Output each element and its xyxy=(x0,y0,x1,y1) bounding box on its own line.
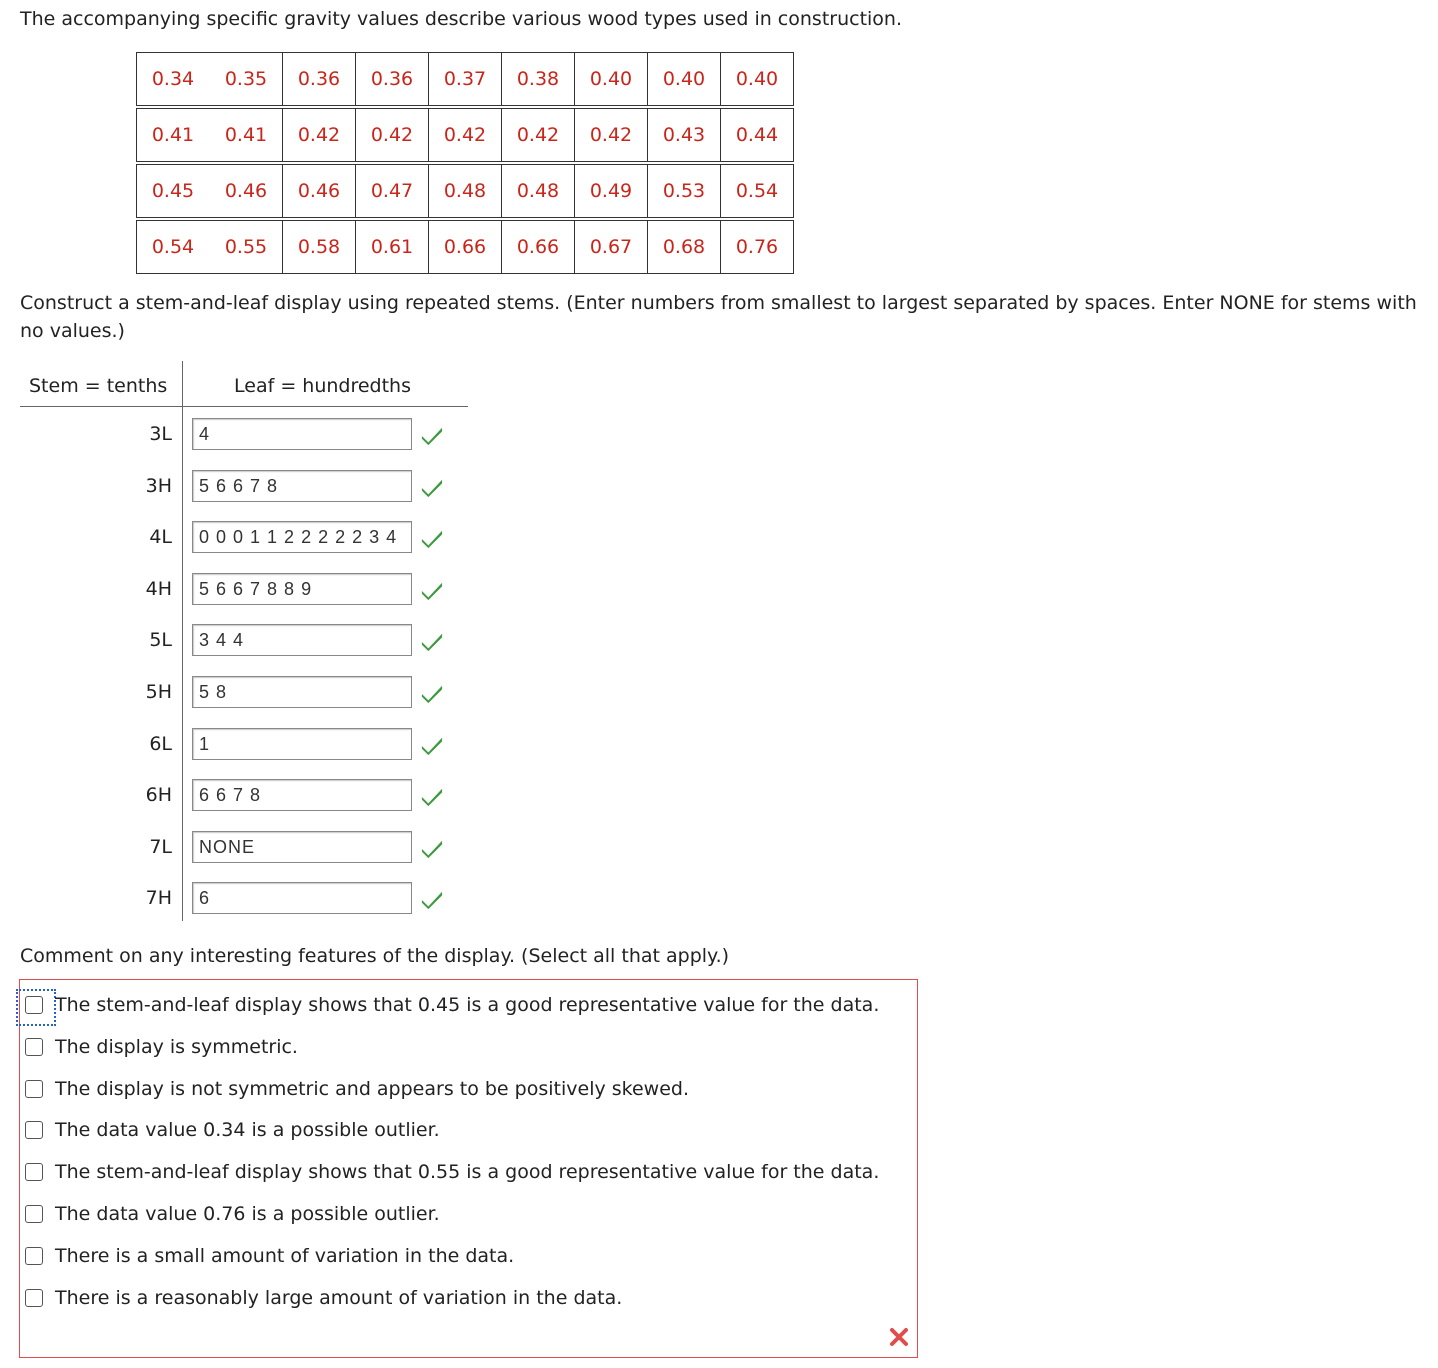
data-cell: 0.40 xyxy=(575,53,648,106)
option-item[interactable] xyxy=(25,1159,879,1185)
stem-label: 7H xyxy=(145,887,172,910)
option-item[interactable] xyxy=(25,1243,514,1269)
data-cell: 0.40 xyxy=(721,53,794,106)
stem-label: 5H xyxy=(145,681,172,703)
check-icon xyxy=(419,528,445,550)
stem-label: 3L xyxy=(149,423,172,445)
leaf-input[interactable]: 5 6 6 7 8 8 9 xyxy=(192,573,412,605)
data-cell: 0.42 xyxy=(283,109,356,162)
data-cell: 0.76 xyxy=(721,221,794,274)
data-cell: 0.67 xyxy=(575,221,648,274)
stem-label: 5L xyxy=(149,629,172,652)
option-checkbox[interactable] xyxy=(25,1080,43,1098)
option-label: There is a reasonably large amount of variation in the data. xyxy=(55,1286,623,1309)
check-icon xyxy=(419,786,445,808)
option-label: The stem-and-leaf display shows that 0.45 is a good representative value for the data. xyxy=(55,994,880,1016)
option-label: The data value 0.34 is a possible outlier. xyxy=(55,1119,440,1142)
data-cell: 0.36 xyxy=(356,53,429,106)
data-cell: 0.41 xyxy=(137,109,210,162)
data-row xyxy=(137,165,794,218)
data-cell: 0.43 xyxy=(648,109,721,162)
data-cell: 0.68 xyxy=(648,221,721,274)
option-item[interactable] xyxy=(25,992,879,1018)
stem-label: 6L xyxy=(149,732,172,755)
stem-divider xyxy=(182,361,183,921)
data-cell: 0.48 xyxy=(429,165,502,218)
option-label: The display is not symmetric and appears to be positively skewed. xyxy=(55,1077,689,1100)
option-item[interactable] xyxy=(25,1076,689,1102)
leaf-input[interactable]: NONE xyxy=(192,831,412,863)
question-intro: The accompanying specific gravity values describe various wood types used in construction. xyxy=(20,8,903,30)
option-checkbox[interactable] xyxy=(25,1289,43,1307)
leaf-input[interactable]: 5 8 xyxy=(192,676,412,708)
leaf-input[interactable]: 6 xyxy=(192,882,412,914)
check-icon xyxy=(419,580,445,602)
option-label: The data value 0.76 is a possible outlier. xyxy=(55,1203,440,1225)
data-row xyxy=(137,221,794,274)
leaf-input[interactable]: 3 4 4 xyxy=(192,624,412,656)
option-label: The display is symmetric. xyxy=(55,1035,298,1058)
stem-label: 4L xyxy=(149,526,172,549)
data-cell: 0.35 xyxy=(210,53,283,106)
option-label: The stem-and-leaf display shows that 0.55 is a good representative value for the data. xyxy=(55,1161,880,1184)
data-row xyxy=(137,109,794,162)
stem-label: 3H xyxy=(145,474,172,497)
data-cell: 0.45 xyxy=(137,165,210,218)
option-item[interactable] xyxy=(25,1034,298,1060)
data-cell: 0.54 xyxy=(137,221,210,274)
option-checkbox[interactable] xyxy=(25,996,43,1014)
data-cell: 0.55 xyxy=(210,221,283,274)
stem-label: 6H xyxy=(145,784,172,807)
data-cell: 0.42 xyxy=(575,109,648,162)
check-icon xyxy=(419,477,445,499)
check-icon xyxy=(419,683,445,705)
comment-prompt: Comment on any interesting features of the display. (Select all that apply.) xyxy=(20,945,730,967)
leaf-input[interactable]: 4 xyxy=(192,418,412,450)
leaf-header: Leaf = hundredths xyxy=(234,375,411,397)
stem-label: 7L xyxy=(149,835,172,858)
check-icon xyxy=(419,838,445,860)
option-item[interactable] xyxy=(25,1201,440,1227)
data-cell: 0.47 xyxy=(356,165,429,218)
stem-label: 4H xyxy=(145,577,172,600)
option-checkbox[interactable] xyxy=(25,1205,43,1223)
check-icon xyxy=(419,735,445,757)
header-divider xyxy=(20,406,468,407)
data-row xyxy=(137,53,794,106)
data-cell: 0.44 xyxy=(721,109,794,162)
data-cell: 0.48 xyxy=(502,165,575,218)
data-cell: 0.66 xyxy=(429,221,502,274)
data-cell: 0.37 xyxy=(429,53,502,106)
check-icon xyxy=(419,631,445,653)
stem-header: Stem = tenths xyxy=(29,375,168,397)
data-cell: 0.46 xyxy=(283,165,356,218)
data-cell: 0.54 xyxy=(721,165,794,218)
data-cell: 0.46 xyxy=(210,165,283,218)
check-icon xyxy=(419,889,445,911)
data-cell: 0.40 xyxy=(648,53,721,106)
leaf-input[interactable]: 5 6 6 7 8 xyxy=(192,470,412,502)
option-checkbox[interactable] xyxy=(25,1038,43,1056)
data-cell: 0.41 xyxy=(210,109,283,162)
data-cell: 0.36 xyxy=(283,53,356,106)
x-icon xyxy=(888,1326,910,1348)
data-cell: 0.42 xyxy=(356,109,429,162)
data-cell: 0.34 xyxy=(137,53,210,106)
option-item[interactable] xyxy=(25,1117,440,1143)
data-cell: 0.53 xyxy=(648,165,721,218)
leaf-input[interactable]: 6 6 7 8 xyxy=(192,779,412,811)
option-checkbox[interactable] xyxy=(25,1163,43,1181)
instructions: Construct a stem-and-leaf display using repeated stems. (Enter numbers from smallest to largest separated by spaces. Enter NONE for stems with no values.) xyxy=(20,292,1417,342)
data-cell: 0.38 xyxy=(502,53,575,106)
leaf-input[interactable]: 0 0 0 1 1 2 2 2 2 2 3 4 xyxy=(192,521,412,553)
option-item[interactable] xyxy=(25,1285,622,1311)
option-label: There is a small amount of variation in the data. xyxy=(55,1244,515,1267)
data-table xyxy=(136,52,794,274)
data-cell: 0.42 xyxy=(502,109,575,162)
data-cell: 0.42 xyxy=(429,109,502,162)
data-cell: 0.58 xyxy=(283,221,356,274)
data-cell: 0.66 xyxy=(502,221,575,274)
data-cell: 0.49 xyxy=(575,165,648,218)
check-icon xyxy=(419,425,445,447)
option-checkbox[interactable] xyxy=(25,1121,43,1139)
option-checkbox[interactable] xyxy=(25,1247,43,1265)
data-cell: 0.61 xyxy=(356,221,429,274)
leaf-input[interactable]: 1 xyxy=(192,728,412,760)
